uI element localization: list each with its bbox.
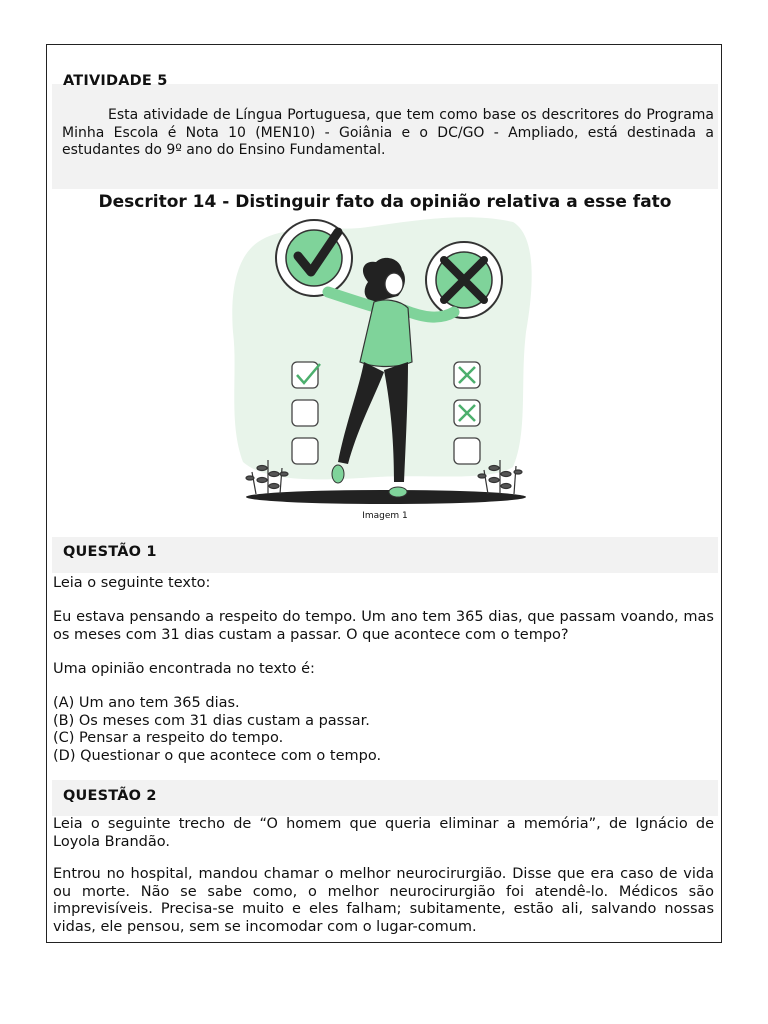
option-b[interactable]: (B) Os meses com 31 dias custam a passar. — [53, 712, 370, 729]
left-checkbox-list-icon — [292, 362, 320, 464]
question2-label: QUESTÃO 2 — [63, 788, 157, 804]
x-circle-icon — [426, 242, 502, 318]
fact-opinion-illustration — [228, 212, 540, 510]
question1-label: QUESTÃO 1 — [63, 544, 157, 560]
question2-instruction: Leia o seguinte trecho de “O homem que queria eliminar a memória”, de Ignácio de Loyola Brandão. — [53, 816, 714, 850]
floor-shadow — [246, 490, 526, 504]
activity-intro-text: Esta atividade de Língua Portuguesa, que tem como base os descritores do Programa Minha Escola é Nota 10 (MEN10) - Goiânia e o DC/GO - Ampliado, está destinada a estudantes do 9º ano do Ensino Fundamental. — [62, 107, 714, 158]
activity-title: ATIVIDADE 5 — [63, 73, 168, 89]
question1-text: Eu estava pensando a respeito do tempo. Um ano tem 365 dias, que passam voando, mas os meses com 31 dias custam a passar. O que acontece com o tempo? — [53, 609, 714, 643]
right-checkbox-list-icon — [454, 362, 480, 464]
question2-text: Entrou no hospital, mandou chamar o melhor neurocirurgião. Disse que era caso de vida ou morte. Não se sabe como, o melhor neurocirurgião foi atendê-lo. Médicos são imprevisíveis. Precisa-se muito e eles falham; subitamente, estão ali, salvando nossas vidas, ele pensou, sem se incomodar com o lugar-comum. — [53, 866, 714, 935]
option-c[interactable]: (C) Pensar a respeito do tempo. — [53, 730, 284, 746]
check-circle-icon — [276, 220, 352, 296]
question1-options — [53, 695, 381, 765]
question1-instruction: Leia o seguinte texto: — [53, 575, 211, 591]
question1-prompt: Uma opinião encontrada no texto é: — [53, 661, 315, 677]
option-d[interactable]: (D) Questionar o que acontece com o tempo. — [53, 747, 382, 764]
image-caption: Imagem 1 — [362, 511, 408, 521]
descriptor-title: Descritor 14 - Distinguir fato da opinião relativa a esse fato — [98, 192, 672, 212]
option-a[interactable]: (A) Um ano tem 365 dias. — [53, 695, 240, 711]
